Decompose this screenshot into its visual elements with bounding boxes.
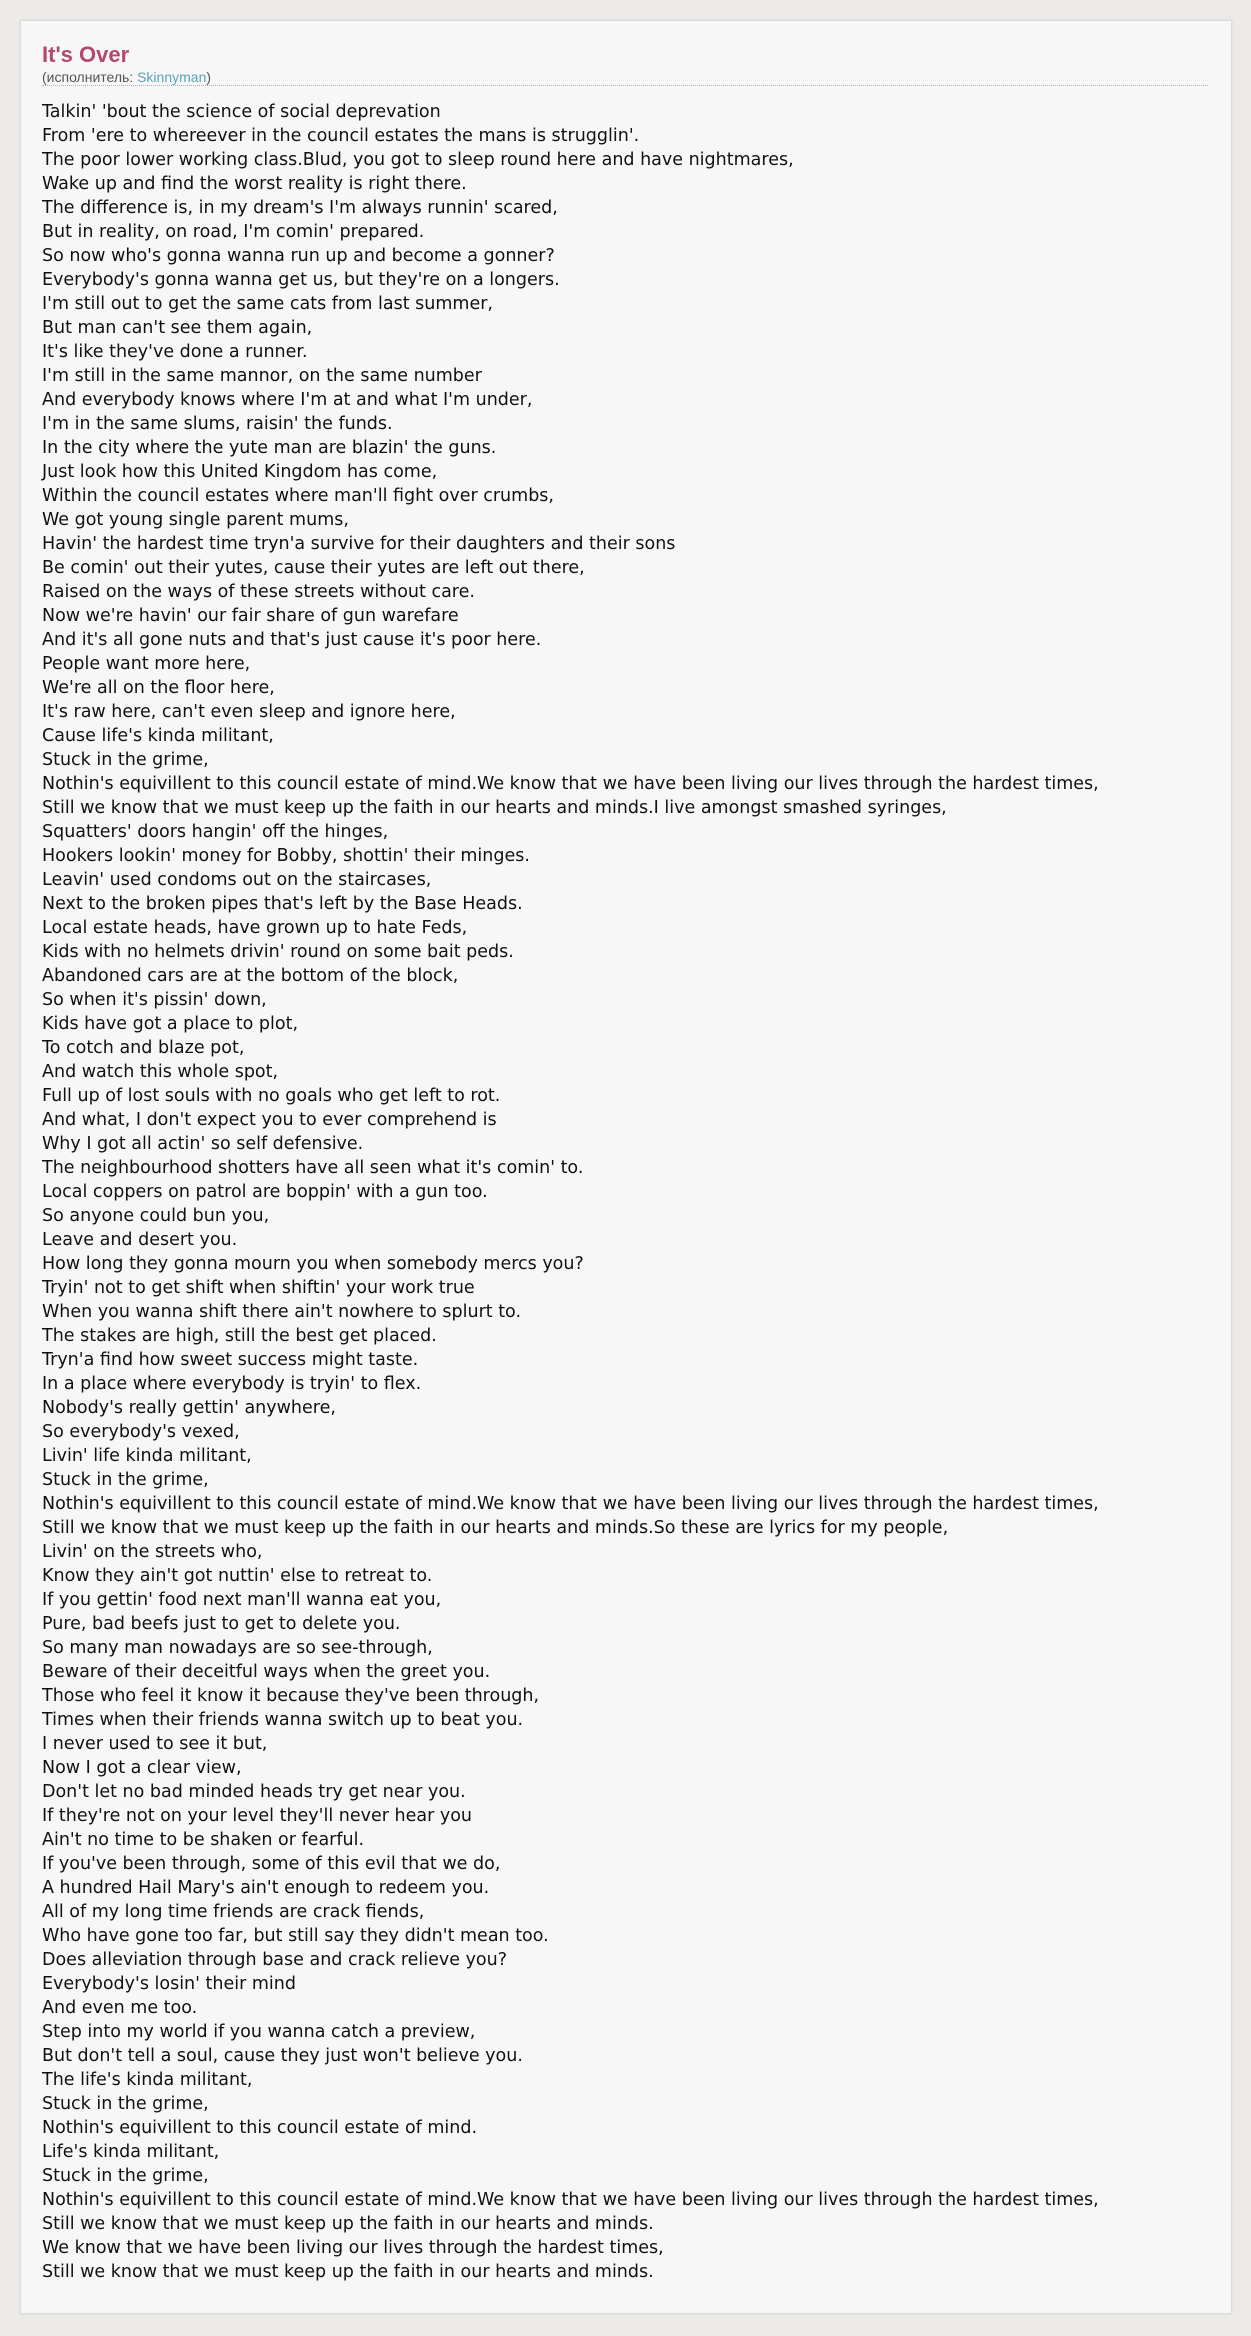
lyric-line: If you gettin' food next man'll wanna eat you, xyxy=(42,1590,442,1610)
lyric-line: Everybody's losin' their mind xyxy=(42,1974,296,1994)
lyric-line: And what, I don't expect you to ever comprehend is xyxy=(42,1110,497,1130)
lyric-line: Local coppers on patrol are boppin' with a gun too. xyxy=(42,1182,488,1202)
lyric-line: I'm in the same slums, raisin' the funds. xyxy=(42,414,393,434)
lyric-line: Still we know that we must keep up the faith in our hearts and minds. xyxy=(42,2262,654,2282)
artist-line xyxy=(42,69,1208,85)
lyric-line: When you wanna shift there ain't nowhere to splurt to. xyxy=(42,1302,522,1322)
lyric-line: And everybody knows where I'm at and what I'm under, xyxy=(42,390,533,410)
lyric-line: Why I got all actin' so self defensive. xyxy=(42,1134,364,1154)
lyric-line: All of my long time friends are crack fiends, xyxy=(42,1902,425,1922)
lyric-line: The life's kinda militant, xyxy=(42,2070,253,2090)
lyric-line: Know they ain't got nuttin' else to retreat to. xyxy=(42,1566,433,1586)
lyric-line: The neighbourhood shotters have all seen what it's comin' to. xyxy=(42,1158,584,1178)
lyric-line: People want more here, xyxy=(42,654,251,674)
lyric-line: In the city where the yute man are blazin' the guns. xyxy=(42,438,497,458)
lyric-line: Nothin's equivillent to this council estate of mind.We know that we have been living our lives through the hardest times, xyxy=(42,1494,1099,1514)
lyric-line: I'm still in the same mannor, on the same number xyxy=(42,366,482,386)
lyric-line: So anyone could bun you, xyxy=(42,1206,270,1226)
lyric-line: How long they gonna mourn you when somebody mercs you? xyxy=(42,1254,584,1274)
lyric-line: Nothin's equivillent to this council estate of mind. xyxy=(42,2118,478,2138)
lyric-line: Now I got a clear view, xyxy=(42,1758,242,1778)
lyric-line: But man can't see them again, xyxy=(42,318,313,338)
lyric-line: Local estate heads, have grown up to hate Feds, xyxy=(42,918,468,938)
lyric-line: And watch this whole spot, xyxy=(42,1062,279,1082)
lyric-line: We got young single parent mums, xyxy=(42,510,349,530)
lyric-line: If they're not on your level they'll never hear you xyxy=(42,1806,472,1826)
lyrics-body xyxy=(42,100,1099,2284)
lyric-line: Kids with no helmets drivin' round on some bait peds. xyxy=(42,942,514,962)
lyric-line: Nothin's equivillent to this council estate of mind.We know that we have been living our lives through the hardest times, xyxy=(42,774,1099,794)
lyric-line: Stuck in the grime, xyxy=(42,750,209,770)
lyric-line: It's like they've done a runner. xyxy=(42,342,308,362)
lyric-line: Ain't no time to be shaken or fearful. xyxy=(42,1830,365,1850)
lyric-line: I'm still out to get the same cats from last summer, xyxy=(42,294,493,314)
artist-suffix: ) xyxy=(206,69,212,85)
lyric-line: So many man nowadays are so see-through, xyxy=(42,1638,433,1658)
lyric-line: Still we know that we must keep up the faith in our hearts and minds.I live amongst smashed syringes, xyxy=(42,798,947,818)
lyric-line: We know that we have been living our lives through the hardest times, xyxy=(42,2238,664,2258)
lyric-line: And it's all gone nuts and that's just cause it's poor here. xyxy=(42,630,542,650)
lyric-line: Just look how this United Kingdom has come, xyxy=(42,462,438,482)
lyric-line: Talkin' 'bout the science of social deprevation xyxy=(42,102,441,122)
lyric-line: Nothin's equivillent to this council estate of mind.We know that we have been living our lives through the hardest times, xyxy=(42,2190,1099,2210)
lyric-line: In a place where everybody is tryin' to flex. xyxy=(42,1374,422,1394)
lyric-line: Wake up and find the worst reality is right there. xyxy=(42,174,467,194)
lyric-line: But don't tell a soul, cause they just won't believe you. xyxy=(42,2046,523,2066)
lyric-line: Abandoned cars are at the bottom of the block, xyxy=(42,966,459,986)
lyric-line: Stuck in the grime, xyxy=(42,2166,209,2186)
lyric-line: Now we're havin' our fair share of gun warefare xyxy=(42,606,459,626)
lyric-line: Tryin' not to get shift when shiftin' your work true xyxy=(42,1278,475,1298)
lyric-line: Stuck in the grime, xyxy=(42,1470,209,1490)
lyric-line: Everybody's gonna wanna get us, but they're on a longers. xyxy=(42,270,560,290)
lyric-line: Within the council estates where man'll fight over crumbs, xyxy=(42,486,554,506)
lyric-line: We're all on the floor here, xyxy=(42,678,275,698)
lyric-line: So now who's gonna wanna run up and become a gonner? xyxy=(42,246,555,266)
lyric-line: Those who feel it know it because they've been through, xyxy=(42,1686,540,1706)
lyric-line: Havin' the hardest time tryn'a survive for their daughters and their sons xyxy=(42,534,676,554)
lyric-line: Pure, bad beefs just to get to delete you. xyxy=(42,1614,401,1634)
lyric-line: But in reality, on road, I'm comin' prepared. xyxy=(42,222,425,242)
lyric-line: And even me too. xyxy=(42,1998,198,2018)
lyric-line: Still we know that we must keep up the faith in our hearts and minds.So these are lyrics for my people, xyxy=(42,1518,949,1538)
song-header xyxy=(42,41,1208,86)
lyric-line: Leavin' used condoms out on the staircases, xyxy=(42,870,432,890)
lyric-line: So everybody's vexed, xyxy=(42,1422,240,1442)
lyric-line: So when it's pissin' down, xyxy=(42,990,267,1010)
lyric-line: Stuck in the grime, xyxy=(42,2094,209,2114)
lyric-line: Tryn'a find how sweet success might taste. xyxy=(42,1350,419,1370)
artist-prefix: (исполнитель: xyxy=(42,69,138,85)
lyric-line: Does alleviation through base and crack relieve you? xyxy=(42,1950,508,1970)
lyric-line: Nobody's really gettin' anywhere, xyxy=(42,1398,336,1418)
lyric-line: Livin' life kinda militant, xyxy=(42,1446,252,1466)
lyrics-card xyxy=(20,20,1232,2314)
lyric-line: It's raw here, can't even sleep and ignore here, xyxy=(42,702,456,722)
lyric-line: Be comin' out their yutes, cause their yutes are left out there, xyxy=(42,558,585,578)
lyric-line: The stakes are high, still the best get placed. xyxy=(42,1326,437,1346)
lyric-line: If you've been through, some of this evil that we do, xyxy=(42,1854,501,1874)
lyric-line: Full up of lost souls with no goals who get left to rot. xyxy=(42,1086,501,1106)
lyric-line: Times when their friends wanna switch up to beat you. xyxy=(42,1710,524,1730)
lyric-line: The difference is, in my dream's I'm always runnin' scared, xyxy=(42,198,558,218)
lyric-line: From 'ere to whereever in the council estates the mans is strugglin'. xyxy=(42,126,640,146)
lyric-line: The poor lower working class.Blud, you got to sleep round here and have nightmares, xyxy=(42,150,794,170)
lyric-line: Next to the broken pipes that's left by the Base Heads. xyxy=(42,894,523,914)
lyric-line: Don't let no bad minded heads try get near you. xyxy=(42,1782,466,1802)
lyric-line: Kids have got a place to plot, xyxy=(42,1014,299,1034)
lyric-line: Still we know that we must keep up the faith in our hearts and minds. xyxy=(42,2214,654,2234)
lyric-line: Step into my world if you wanna catch a preview, xyxy=(42,2022,476,2042)
lyric-line: A hundred Hail Mary's ain't enough to redeem you. xyxy=(42,1878,490,1898)
lyric-line: Raised on the ways of these streets without care. xyxy=(42,582,475,602)
lyric-line: Life's kinda militant, xyxy=(42,2142,220,2162)
lyric-line: Who have gone too far, but still say they didn't mean too. xyxy=(42,1926,549,1946)
lyric-line: Livin' on the streets who, xyxy=(42,1542,263,1562)
artist-link[interactable]: Skinnyman xyxy=(137,69,207,85)
lyric-line: Cause life's kinda militant, xyxy=(42,726,274,746)
lyric-line: Beware of their deceitful ways when the greet you. xyxy=(42,1662,491,1682)
lyric-line: I never used to see it but, xyxy=(42,1734,268,1754)
lyric-line: Leave and desert you. xyxy=(42,1230,238,1250)
lyric-line: Squatters' doors hangin' off the hinges, xyxy=(42,822,389,842)
lyric-line: To cotch and blaze pot, xyxy=(42,1038,245,1058)
lyric-line: Hookers lookin' money for Bobby, shottin' their minges. xyxy=(42,846,530,866)
song-title: It's Over xyxy=(42,42,130,67)
